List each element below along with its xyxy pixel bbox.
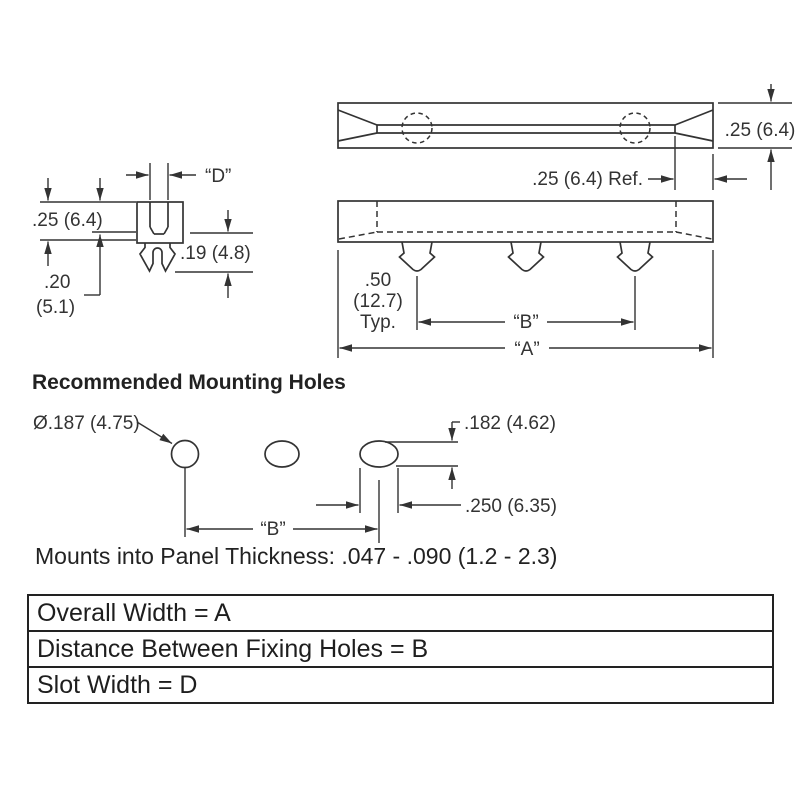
mounting-slot-width-label: .250 (6.35) — [465, 496, 557, 517]
saddle-body — [137, 202, 183, 243]
base-height-in-label: .20 — [44, 272, 71, 293]
front-overall-label: “A” — [514, 339, 540, 360]
legend-row-slot-width — [29, 666, 772, 702]
dim-slot-width — [126, 163, 231, 200]
mounting-hole-slot-middle — [265, 441, 299, 467]
snap-clip-2 — [509, 242, 544, 271]
mounting-holes-section — [32, 371, 557, 569]
legend-row-hole-distance — [29, 630, 772, 666]
hidden-hole-right — [620, 113, 650, 143]
pitch-typ-label: Typ. — [360, 312, 396, 333]
dim-front-holes — [417, 276, 635, 333]
clip-prongs — [140, 243, 175, 271]
dim-top-end-ref — [532, 136, 747, 190]
mounting-slot-height-label: .182 (4.62) — [464, 413, 556, 434]
dim-saddle-height — [32, 178, 136, 266]
legend-row-label: Distance Between Fixing Holes = B — [37, 634, 429, 663]
dim-clip-height — [175, 210, 253, 298]
clip-detail-view — [137, 202, 183, 271]
front-view — [338, 201, 713, 271]
legend-row-label: Slot Width = D — [37, 670, 198, 699]
top-thickness-label: .25 (6.4) — [724, 120, 796, 141]
dim-base-height — [36, 235, 100, 319]
saddle-height-label: .25 (6.4) — [32, 210, 103, 231]
legend-row-label: Overall Width = A — [37, 598, 231, 627]
mounting-hole-slot-right — [360, 441, 398, 467]
hidden-hole-left — [402, 113, 432, 143]
snap-clip-1 — [400, 242, 435, 271]
top-view — [338, 103, 713, 148]
dim-mounting-slot-width — [316, 468, 557, 517]
pitch-mm-label: (12.7) — [353, 291, 403, 312]
clip-height-label: .19 (4.8) — [180, 243, 251, 264]
top-end-ref-label: .25 (6.4) Ref. — [532, 169, 643, 190]
mounting-holes-heading: Recommended Mounting Holes — [32, 371, 346, 394]
pitch-in-label: .50 — [364, 270, 392, 291]
legend-row-overall-width — [29, 596, 772, 630]
dim-front-pitch — [353, 270, 403, 333]
dim-top-thickness — [718, 84, 795, 190]
mounting-hole-round — [172, 441, 199, 468]
dim-mounting-slot-height — [385, 413, 556, 489]
front-view-outline — [338, 201, 713, 242]
hole-dia-label: Ø.187 (4.75) — [33, 413, 140, 434]
mounting-holes-spacing-label: “B” — [260, 519, 286, 540]
panel-thickness-note: Mounts into Panel Thickness: .047 - .090 (1.2 - 2.3) — [35, 543, 558, 569]
slot-width-label: “D” — [205, 166, 232, 187]
base-height-mm-label: (5.1) — [36, 297, 76, 318]
legend-table — [27, 594, 774, 704]
front-holes-label: “B” — [513, 312, 539, 333]
snap-clip-3 — [618, 242, 653, 271]
